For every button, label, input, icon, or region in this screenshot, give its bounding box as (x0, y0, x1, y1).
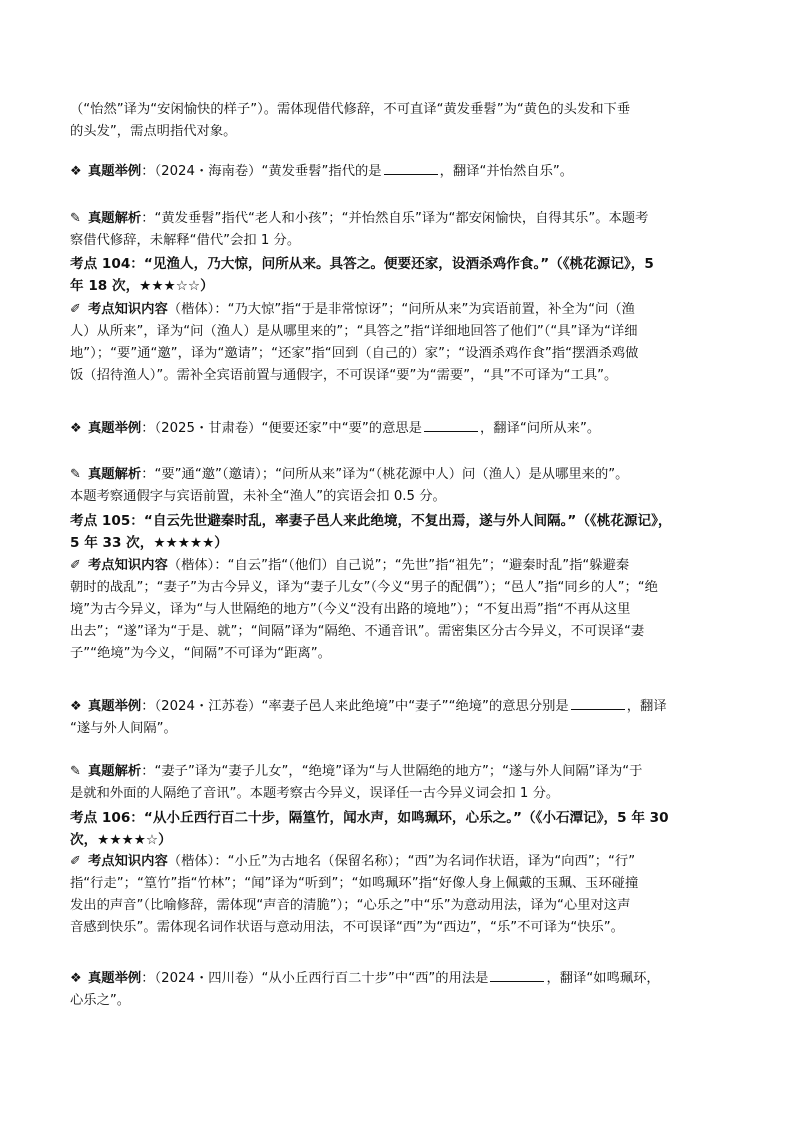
analysis-line (70, 785, 742, 803)
knowledge-label: 考点知识内容 (88, 302, 168, 317)
pencil-icon: ✎ (70, 211, 81, 226)
text-text: （“怡然”译为“安闲愉快的样子”）。需体现借代修辞，不可直译“黄发垂髫”为“黄色的头发和下垂 (70, 102, 631, 117)
knowledge-text: 出去”；“遂”译为“于是、就”；“间隔”译为“隔绝、不通音讯”。需密集区分古今异义，不可误译“妻 (70, 624, 645, 639)
pencil-icon: ✎ (70, 467, 81, 482)
knowledge-text: 饭（招待渔人）”。需补全宾语前置与通假字，不可误译“要”为“需要”，“具”不可译为“工具”。 (70, 368, 618, 383)
example-text: ，翻译“并怡然自乐”。 (439, 164, 574, 179)
analysis-text: 是就和外面的人隔绝了音讯”。本题考察古今异义，误译任一古今异义词会扣 1 分。 (70, 786, 560, 801)
text-line (70, 101, 742, 119)
example-line (70, 992, 742, 1010)
knowledge-text: 发出的声音”（比喻修辞，需体现“声音的清脆”）；“心乐之”中“乐”为意动用法，译为“心里对这声 (70, 898, 631, 913)
diamond-bullet-icon: ❖ (70, 164, 82, 179)
heading-text: 5 年 33 次，★★★★★） (70, 535, 228, 551)
example-text: ：（2024・江苏卷）“率妻子邑人来此绝境”中“妻子”“绝境”的意思分别是 (141, 699, 569, 714)
analysis-line (70, 232, 742, 250)
diamond-bullet-icon: ❖ (70, 421, 82, 436)
example-label: 真题举例 (88, 971, 142, 986)
heading-line (70, 534, 742, 552)
example-label: 真题举例 (88, 164, 142, 179)
diamond-bullet-icon: ❖ (70, 699, 82, 714)
pen-icon: ✐ (70, 854, 81, 869)
knowledge-line (70, 345, 742, 363)
knowledge-line (70, 557, 742, 575)
example-text: ：（2024・海南卷）“黄发垂髫”指代的是 (141, 164, 382, 179)
pencil-icon: ✎ (70, 764, 81, 779)
analysis-label: 真题解析 (88, 211, 142, 226)
answer-blank[interactable] (384, 163, 438, 175)
knowledge-line (70, 623, 742, 641)
example-line (70, 720, 742, 738)
knowledge-line (70, 301, 742, 319)
answer-blank[interactable] (490, 970, 544, 982)
knowledge-line (70, 579, 742, 597)
example-label: 真题举例 (88, 421, 142, 436)
analysis-text: ：“黄发垂髫”指代“老人和小孩”；“并怡然自乐”译为“都安闲愉快，自得其乐”。本题考 (141, 211, 649, 226)
example-text: 心乐之”。 (70, 993, 131, 1008)
heading-text: 考点 106：“从小丘西行百二十步，隔篁竹，闻水声，如鸣珮环，心乐之。”（《小石潭记》，5 年 30 (70, 810, 669, 826)
answer-blank[interactable] (571, 698, 625, 710)
knowledge-text: 地”）；“要”通“邀”，译为“邀请”；“还家”指“回到（自己的）家”；“设酒杀鸡作食”指“摆酒杀鸡做 (70, 346, 639, 361)
heading-line (70, 831, 742, 849)
analysis-line (70, 466, 742, 484)
knowledge-line (70, 645, 742, 663)
knowledge-text: 指“行走”；“篁竹”指“竹林”；“闻”译为“听到”；“如鸣珮环”指“好像人身上佩戴的玉珮、玉环碰撞 (70, 876, 639, 891)
example-line (70, 163, 742, 181)
analysis-label: 真题解析 (88, 467, 142, 482)
knowledge-line (70, 853, 742, 871)
knowledge-text: （楷体）：“乃大惊”指“于是非常惊讶”；“问所从来”为宾语前置，补全为“问（渔 (167, 302, 635, 317)
example-text: ，翻译“如鸣珮环， (546, 971, 660, 986)
knowledge-label: 考点知识内容 (88, 854, 168, 869)
knowledge-text: 音感到快乐”。需体现名词作状语与意动用法，不可误译“西”为“西边”，“乐”不可译为“快乐”。 (70, 920, 624, 935)
knowledge-text: 境”为古今异义，译为“与人世隔绝的地方”（今义“没有出路的境地”）；“不复出焉”指“不再从这里 (70, 602, 631, 617)
knowledge-text: 朝时的战乱”；“妻子”为古今异义，译为“妻子儿女”（今义“男子的配偶”）；“邑人”指“同乡的人”；“绝 (70, 580, 658, 595)
analysis-line (70, 488, 742, 506)
example-label: 真题举例 (88, 699, 142, 714)
example-line (70, 970, 742, 988)
example-text: ：（2025・甘肃卷）“便要还家”中“要”的意思是 (141, 421, 422, 436)
heading-line (70, 277, 742, 295)
example-line (70, 420, 742, 438)
knowledge-line (70, 601, 742, 619)
text-text: 的头发”，需点明指代对象。 (70, 124, 237, 139)
heading-text: 次，★★★★☆） (70, 832, 172, 848)
analysis-text: ：“妻子”译为“妻子儿女”，“绝境”译为“与人世隔绝的地方”；“遂与外人间隔”译为“于 (141, 764, 643, 779)
knowledge-text: （楷体）：“小丘”为古地名（保留名称）；“西”为名词作状语，译为“向西”；“行” (167, 854, 636, 869)
heading-line (70, 512, 742, 530)
knowledge-line (70, 875, 742, 893)
example-text: ，翻译“问所从来”。 (479, 421, 601, 436)
heading-text: 考点 104：“见渔人，乃大惊，问所从来。具答之。便要还家，设酒杀鸡作食。”（《桃花源记》，5 (70, 256, 654, 272)
example-text: ，翻译 (626, 699, 667, 714)
answer-blank[interactable] (424, 420, 478, 432)
example-text: “遂与外人间隔”。 (70, 721, 177, 736)
analysis-line (70, 763, 742, 781)
heading-text: 年 18 次，★★★☆☆） (70, 278, 214, 294)
knowledge-line (70, 323, 742, 341)
example-line (70, 698, 742, 716)
example-text: ：（2024・四川卷）“从小丘西行百二十步”中“西”的用法是 (141, 971, 489, 986)
analysis-label: 真题解析 (88, 764, 142, 779)
analysis-text: 本题考察通假字与宾语前置，未补全“渔人”的宾语会扣 0.5 分。 (70, 489, 446, 504)
pen-icon: ✐ (70, 302, 81, 317)
analysis-line (70, 210, 742, 228)
knowledge-line (70, 919, 742, 937)
pen-icon: ✐ (70, 558, 81, 573)
knowledge-text: 子”“绝境”为今义，“间隔”不可译为“距离”。 (70, 646, 331, 661)
heading-line (70, 809, 742, 827)
heading-line (70, 255, 742, 273)
knowledge-text: （楷体）：“自云”指“（他们）自己说”；“先世”指“祖先”；“避秦时乱”指“躲避秦 (167, 558, 630, 573)
analysis-text: 察借代修辞，未解释“借代”会扣 1 分。 (70, 233, 301, 248)
knowledge-line (70, 897, 742, 915)
analysis-text: ：“要”通“邀”（邀请）；“问所从来”译为“（桃花源中人）问（渔人）是从哪里来的”。 (141, 467, 629, 482)
knowledge-label: 考点知识内容 (88, 558, 168, 573)
knowledge-line (70, 367, 742, 385)
knowledge-text: 人）从所来”，译为“问（渔人）是从哪里来的”；“具答之”指“详细地回答了他们”（“具”译为“详细 (70, 324, 638, 339)
text-line (70, 123, 742, 141)
heading-text: 考点 105：“自云先世避秦时乱，率妻子邑人来此绝境，不复出焉，遂与外人间隔。”（《桃花源记》， (70, 513, 672, 529)
diamond-bullet-icon: ❖ (70, 971, 82, 986)
